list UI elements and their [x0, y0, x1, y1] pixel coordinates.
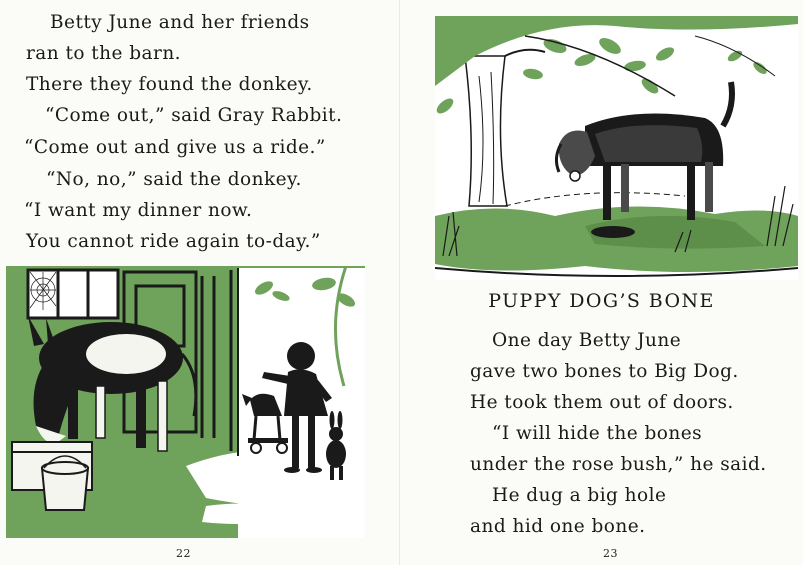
right-line-4: “I will hide the bones [492, 423, 703, 444]
left-line-3: There they found the donkey. [26, 74, 313, 95]
left-line-4: “Come out,” said Gray Rabbit. [45, 105, 343, 126]
right-line-2: gave two bones to Big Dog. [470, 361, 739, 382]
right-line-1: One day Betty June [492, 330, 682, 351]
right-line-7: and hid one bone. [470, 516, 646, 537]
bucket [42, 456, 88, 510]
left-line-1: Betty June and her friends [50, 12, 310, 33]
story-title: PUPPY DOG’S BONE [488, 290, 715, 312]
page-number-right: 23 [603, 547, 618, 560]
left-line-8: You cannot ride again to-day.” [26, 231, 321, 252]
dog-bone-illustration [435, 16, 798, 280]
barn-donkey-illustration [6, 266, 365, 538]
left-line-6: “No, no,” said the donkey. [46, 169, 302, 190]
right-line-6: He dug a big hole [492, 485, 667, 506]
left-line-5: “Come out and give us a ride.” [24, 137, 326, 158]
dug-hole [591, 226, 635, 238]
right-line-5: under the rose bush,” he said. [470, 454, 767, 475]
left-line-7: “I want my dinner now. [24, 200, 253, 221]
barn-window [28, 270, 118, 318]
right-page-text [400, 320, 803, 540]
left-line-2: ran to the barn. [26, 43, 182, 64]
left-page-text [0, 0, 400, 260]
right-page [400, 0, 803, 565]
page-number-left: 22 [176, 547, 191, 560]
right-line-3: He took them out of doors. [470, 392, 734, 413]
left-page [0, 0, 400, 565]
